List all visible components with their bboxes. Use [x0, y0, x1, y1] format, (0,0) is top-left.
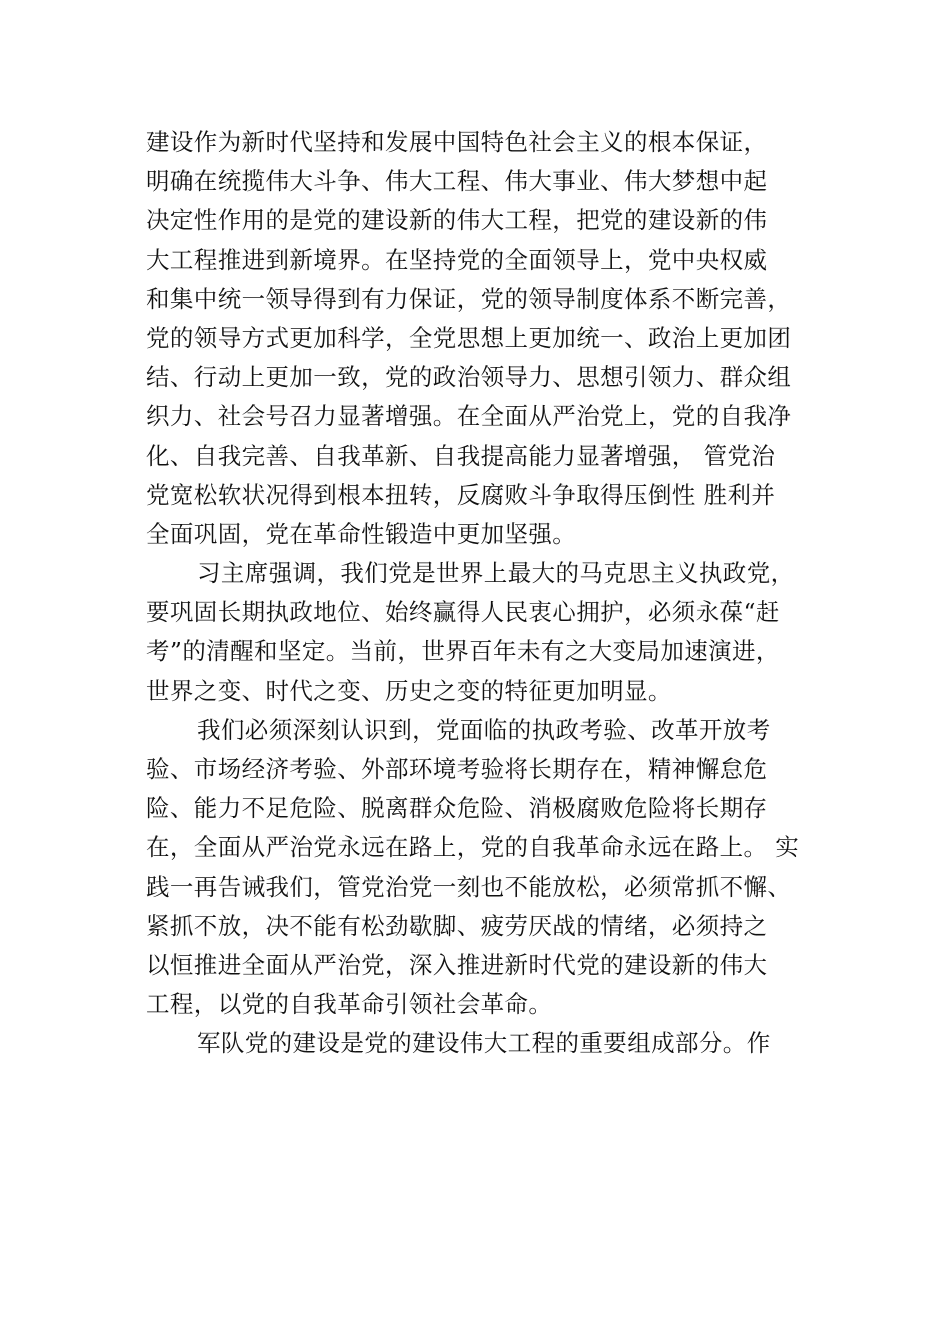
text-line: 党的领导方式更加科学，全党思想上更加统一、政治上更加团	[146, 323, 792, 352]
text-line: 要巩固长期执政地位、始终赢得人民衷心拥护，必须永葆“赶	[146, 598, 780, 627]
text-line: 紧抓不放，决不能有松劲歇脚、疲劳厌战的情绪，必须持之	[146, 911, 768, 940]
text-line: 建设作为新时代坚持和发展中国特色社会主义的根本保证，	[146, 128, 768, 156]
text-line: 工程，以党的自我革命引领社会革命。	[146, 990, 553, 1019]
paragraph-start-line: 我们必须深刻认识到，党面临的执政考验、改革开放考	[197, 715, 771, 744]
body-text	[146, 123, 836, 1064]
paragraph-start-line: 军队党的建设是党的建设伟大工程的重要组成部分。作	[197, 1029, 771, 1058]
text-line: 化、自我完善、自我革新、自我提高能力显著增强， 管党治	[146, 441, 776, 470]
text-line: 践一再告诫我们，管党治党一刻也不能放松，必须常抓不懈、	[146, 872, 792, 901]
text-line: 在，全面从严治党永远在路上，党的自我革命永远在路上。 实	[146, 833, 800, 862]
text-line: 决定性作用的是党的建设新的伟大工程，把党的建设新的伟	[146, 206, 768, 235]
text-line: 考”的清醒和坚定。当前，世界百年未有之大变局加速演进，	[146, 637, 780, 666]
text-line: 和集中统一领导得到有力保证，党的领导制度体系不断完善，	[146, 284, 792, 313]
text-line: 以恒推进全面从严治党，深入推进新时代党的建设新的伟大	[146, 950, 768, 979]
text-line: 大工程推进到新境界。在坚持党的全面领导上，党中央权威	[146, 245, 768, 274]
text-line: 世界之变、时代之变、历史之变的特征更加明显。	[146, 676, 672, 705]
text-line: 全面巩固，党在革命性锻造中更加坚强。	[146, 519, 577, 548]
text-line: 结、行动上更加一致，党的政治领导力、思想引领力、群众组	[146, 363, 792, 392]
text-line: 险、能力不足危险、脱离群众危险、消极腐败危险将长期存	[146, 794, 768, 823]
paragraph-start-line: 习主席强调，我们党是世界上最大的马克思主义执政党，	[197, 559, 795, 588]
text-line: 验、市场经济考验、外部环境考验将长期存在，精神懈怠危	[146, 755, 768, 783]
text-line: 织力、社会号召力显著增强。在全面从严治党上，党的自我净	[146, 402, 792, 431]
text-line: 党宽松软状况得到根本扭转，反腐败斗争取得压倒性 胜利并	[146, 480, 776, 509]
text-line: 明确在统揽伟大斗争、伟大工程、伟大事业、伟大梦想中起	[146, 167, 768, 196]
